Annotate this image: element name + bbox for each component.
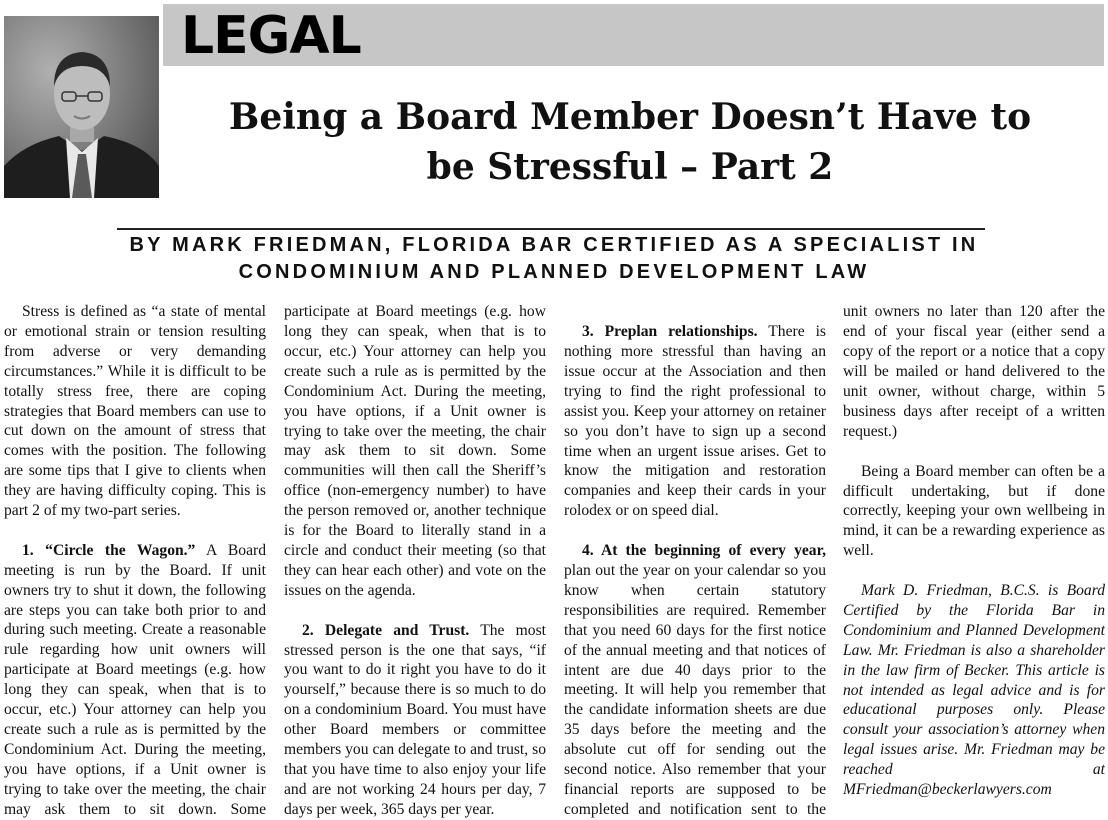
tip-3-heading-flow-3: 3. Preplan relationships. xyxy=(582,323,758,341)
section-title: LEGAL xyxy=(181,6,361,66)
author-photo xyxy=(4,16,159,198)
article-headline: Being a Board Member Doesn’t Have to be Stressful – Part 2 xyxy=(228,96,1032,188)
tip-1-text: A Board meeting is run by the Board. If unit owners try to shut it down, the following are steps you can take both prior to and during such meeting. Create a reasonable rule regarding how unit owners will participate at Board meetings (e.g. how long they can speak, when that is to occur, etc.) Your attorney can help you create such a rule as is permitted by the Condominium Act. During the meeting, you have options, if a Unit owner is trying to take over the meeting, the chair may ask them to sit down. Some xyxy=(4,541,266,818)
tip-2-heading: 2. Delegate and Trust. xyxy=(302,621,470,639)
tip-4-text-flow-4: unit owners no later than 120 after the end of your fiscal year (either send a copy of the report or a notice that a copy will be mailed or hand delivered to the unit owner, without charge, within 5 business days after receipt of a written request.) xyxy=(843,303,1105,440)
tip-4-text: plan out the year on your calendar so you know when certain statutory responsibilities are required. Remember that you need 60 days for the first notice of the annual meeting and that notices of intent are due 40 days prior to the meeting. It will help you remember that the candidate information sheets are due 35 days before the meeting and the absolute cut off for sending out the second notice. Also remember that your financial reports are supposed to be completed and notification sent to the xyxy=(564,562,826,818)
column-4 xyxy=(843,302,1105,819)
tip-3-paragraph-flow-3 xyxy=(564,322,826,521)
tip-2-paragraph xyxy=(284,621,546,819)
column-2 xyxy=(284,302,546,819)
tip-1-paragraph-flow xyxy=(284,302,546,601)
tip-4-heading: 4. At the beginning of every year, xyxy=(582,542,826,560)
intro-paragraph: Stress is defined as “a state of mental or emotional strain or tension resulting from adverse or very demanding circumstances.” While it is difficult to be totally stress free, there are coping strategies that Board members can use to cut down on the amount of stress that comes with the position. The following are some tips that I give to clients when they are having difficulty coping. This is part 2 of my two-part series. xyxy=(4,303,266,520)
tip-3-text-flow-3: There is nothing more stressful than having an issue occur at the Association and then trying to find the right professional to assist you. Keep your attorney on retainer so you don’t have to sign up a second time when an urgent issue arises. Get to know the mitigation and restoration companies and keep their cards in your rolodex or on speed dial. xyxy=(564,323,826,520)
column-1-flow xyxy=(4,302,266,819)
article-byline: BY MARK FRIEDMAN, FLORIDA BAR CERTIFIED AS A SPECIALIST IN CONDOMINIUM AND PLANNED DEVELOPMENT LAW xyxy=(129,234,979,283)
author-bio: Mark D. Friedman, B.C.S. is Board Certified by the Florida Bar in Condominium and Planned Development Law. Mr. Friedman is also a shareholder in the law firm of Becker. This article is not intended as legal advice and is for educational purposes only. Please consult your association’s attorney when legal issues arise. Mr. Friedman may be reached at MFriedman@beckerlawyers.com xyxy=(843,582,1105,799)
tip-2-text: The most stressed person is the one that says, “if you want to do it right you have to do it yourself,” because there is so much to do on a condominium Board. You must have other Board members or committee members you can delegate to and trust, so that you have time to also enjoy your life and are not working 24 hours per day, 7 days per week, 365 days per year. xyxy=(284,621,546,818)
author-portrait-graphic xyxy=(4,16,159,198)
column-3 xyxy=(564,302,826,819)
column-3-flow xyxy=(564,302,826,819)
headline-rule xyxy=(117,228,985,230)
tip-4-paragraph-flow-4 xyxy=(843,302,1105,442)
column-2-flow xyxy=(284,302,546,819)
closing-paragraph: Being a Board member can often be a difficult undertaking, but if done correctly, keeping your own wellbeing in mind, it can be a rewarding experience as well. xyxy=(843,462,1105,560)
tip-1-heading: 1. “Circle the Wagon.” xyxy=(22,541,196,559)
tip-1-text-flow: participate at Board meetings (e.g. how long they can speak, when that is to occur, etc.) Your attorney can help you create such a rule as is permitted by the Condominium Act. During the meeting, you have options, if a Unit owner is trying to take over the meeting, the chair may ask them to sit down. Some communities will then call the Sheriff’s office (non-emergency number) to have the person removed or, another technique is for the Board to literally stand in a circle and conduct their meeting (so that they can hear each other) and vote on the issues on the agenda. xyxy=(284,303,546,599)
column-1 xyxy=(4,302,266,819)
column-4-flow xyxy=(843,302,1105,800)
tip-4-paragraph xyxy=(564,541,826,819)
tip-1-paragraph xyxy=(4,541,266,819)
